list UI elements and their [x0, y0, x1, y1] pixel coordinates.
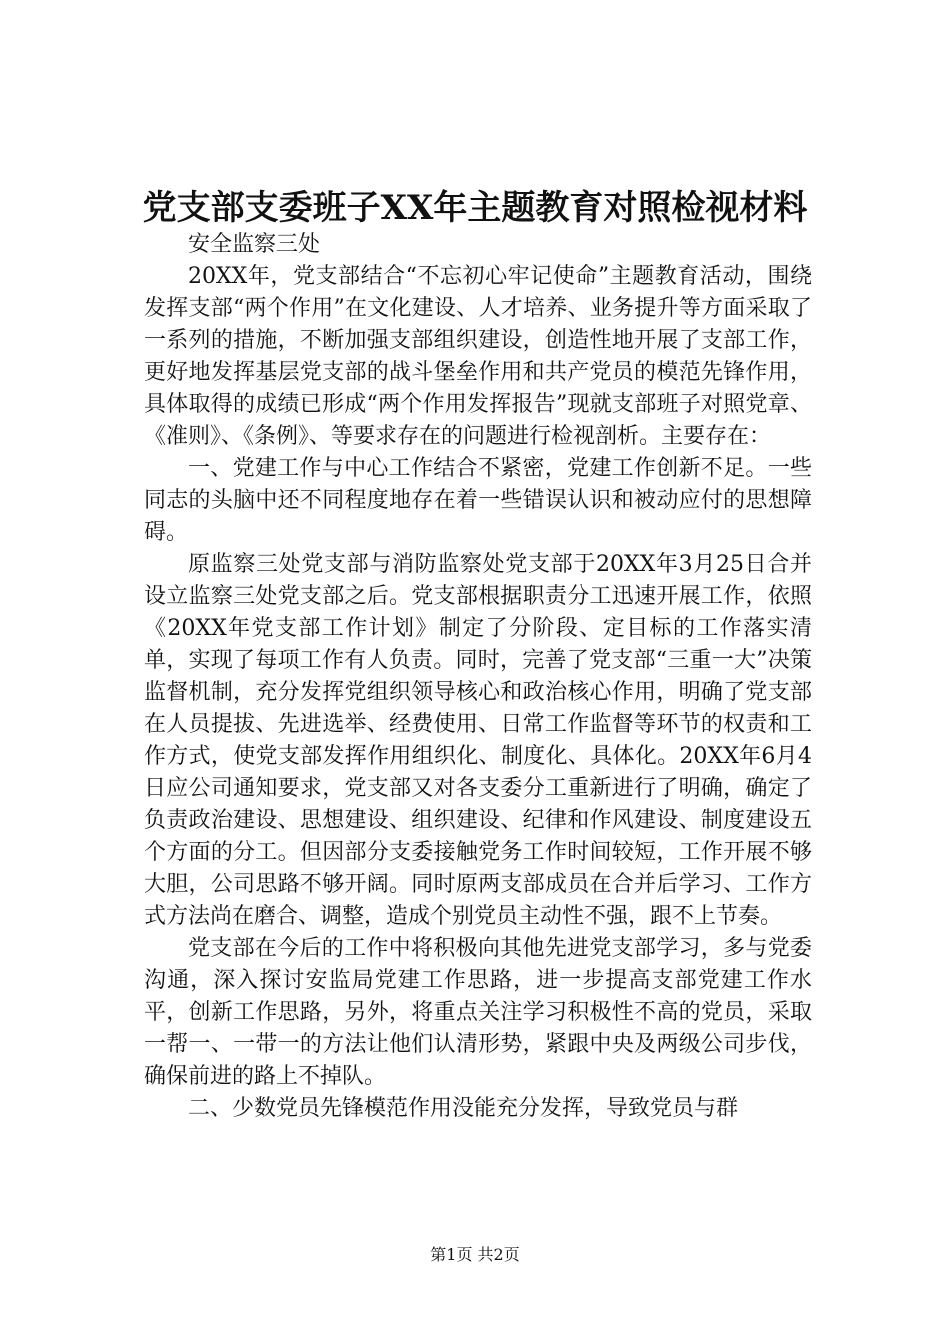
paragraph: 20XX年，党支部结合“不忘初心牢记使命”主题教育活动，围绕发挥支部“两个作用”在文化建设、人才培养、业务提升等方面采取了一系列的措施，不断加强支部组织建设，创造性地开展了支部工作，更好地发挥基层党支部的战斗堡垒作用和共产党员的模范先锋作用，具体取得的成绩已形成“两个作用发挥报告”现就支部班子对照党章、《准则》、《条例》、等要求存在的问题进行检视剖析。主要存在：	[144, 264, 812, 449]
document-body	[144, 229, 812, 1125]
document-title: 党支部支委班子XX年主题教育对照检视材料	[142, 188, 808, 228]
paragraph: 一、党建工作与中心工作结合不紧密，党建工作创新不足。一些同志的头脑中还不同程度地存在着一些错误认识和被动应付的思想障碍。	[144, 456, 812, 545]
page-number: 第1页 共2页	[430, 1245, 520, 1264]
paragraph: 二、少数党员先锋模范作用没能充分发挥，导致党员与群	[188, 1096, 739, 1121]
paragraph: 党支部在今后的工作中将积极向其他先进党支部学习，多与党委沟通，深入探讨安监局党建工作思路，进一步提高支部党建工作水平，创新工作思路，另外，将重点关注学习积极性不高的党员，采取一帮一、一带一的方法让他们认清形势，紧跟中央及两级公司步伐，确保前进的路上不掉队。	[144, 936, 812, 1089]
paragraph: 原监察三处党支部与消防监察处党支部于20XX年3月25日合并设立监察三处党支部之后。党支部根据职责分工迅速开展工作，依照《20XX年党支部工作计划》制定了分阶段、定目标的工作落实清单，实现了每项工作有人负责。同时，完善了党支部“三重一大”决策监督机制，充分发挥党组织领导核心和政治核心作用，明确了党支部在人员提拔、先进选举、经费使用、日常工作监督等环节的权责和工作方式，使党支部发挥作用组织化、制度化、具体化。20XX年6月4日应公司通知要求，党支部又对各支委分工重新进行了明确，确定了负责政治建设、思想建设、组织建设、纪律和作风建设、制度建设五个方面的分工。但因部分支委接触党务工作时间较短，工作开展不够大胆，公司思路不够开阔。同时原两支部成员在合并后学习、工作方式方法尚在磨合、调整，造成个别党员主动性不强，跟不上节奏。	[144, 552, 812, 929]
author-line: 安全监察三处	[188, 232, 321, 257]
